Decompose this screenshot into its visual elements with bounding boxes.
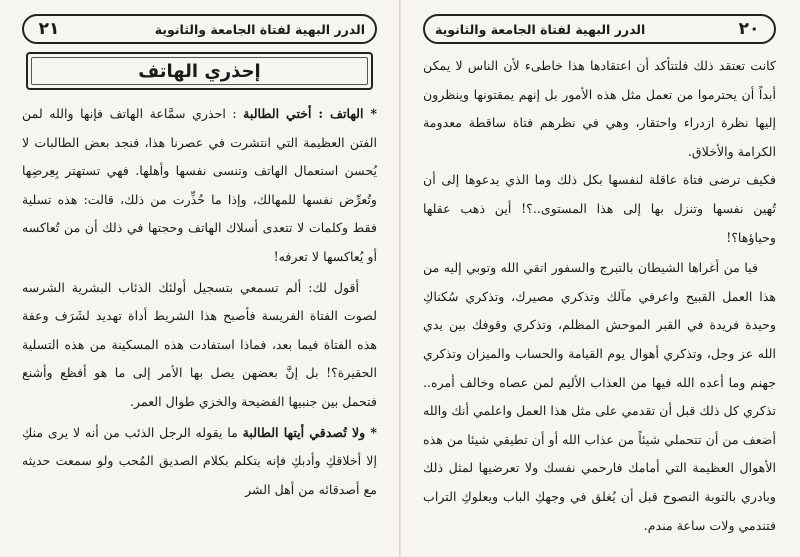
running-title: الدرر البهية لفتاة الجامعة والثانوية [435, 21, 646, 37]
page-number: ٢٠ [738, 19, 760, 39]
paragraph: فكيف ترضى فتاة عاقلة لنفسها بكل ذلك وما الذي يدعوها إلى أن تُهين نفسها وتنزل بها إلى هذا المستوى..؟! أين ذهب عقلها وحياؤها؟! [423, 172, 776, 245]
running-title: الدرر البهية لفتاة الجامعة والثانوية [154, 21, 365, 37]
paragraph: كانت تعتقد ذلك فلتتأكد أن اعتقادها هذا خاطىء لأن الناس لا يمكن أبداً أن يحترموا من تعمل مثل هذه الأمور بل إنهم يمقتونها وينظرون إليها نظرة ازدراء واحتقار، وهي في نظرهم فتاة ساقطة معدومة الكرامة والأخلاق. [423, 58, 776, 159]
paragraph-text: ما يقوله الرجل الذئب من أنه لا يرى منكِ إلا أخلاقكِ وأدبكِ فإنه يتكلم بكلام الصديق المُحب ولو سمعت حديثه مع أصدقائه من أهل الشر [22, 424, 377, 497]
paragraph-text: : احذري سمَّاعة الهاتف فإنها والله لمن الفتن العظيمة التي انتشرت في عصرنا هذا، فنجد بعض الطالبات لا يُحسن استعمال الهاتف وتنسى نفسها وأهلها. فهي تستهتر بِعِرضِها وتُعرِّض نفسها للمهالك، وإذا ما حُذِّرت من ذلك، قالت: هذه تسلية فقط وكلمات لا تتعدى أسلاك الهاتف وحجتها في ذلك أن من تُعاكسه أو يُعاكسها لا تعرفه! [22, 106, 377, 264]
page-header [22, 14, 377, 44]
left-page-body [22, 100, 377, 504]
paragraph-lead: * الهاتف : أختي الطالبة [243, 106, 377, 121]
page-number: ٢١ [38, 19, 60, 39]
paragraph-lead: * ولا تُصدقي أيتها الطالبة [242, 424, 377, 440]
paragraph: أقول لك: ألم تسمعي بتسجيل أولئك الذئاب البشرية الشرسه لصوت الفتاة الفريسة فأصبح هذا الشريط أداة تهديد لشَرَف وعفة هذه الفتاة فيما بعد، فماذا استفادت هذه المسكينة من هذه التسلية الحقيرة؟! بل إنَّ بعضهن يصل بها الأمر إلى ما هو أفظع وأشنع فتحمل بين جنبيها الفضيحة والخزي طوال العمر. [22, 279, 377, 409]
right-page [400, 0, 800, 557]
section-title-box [26, 52, 373, 90]
right-page-body [423, 52, 776, 540]
paragraph: فيا من أغراها الشيطان بالتبرج والسفور اتقي الله وتوبي إليه من هذا العمل القبيح واعرفي مآلك وتذكري مصيرك، وتذكري سُكناكِ وحيدة فريدة في القبر الموحش المظلم، وتذكري وقوفك بين يدي الله عز وجل، وتذكري أهوال يوم القيامة والحساب والميزان وتذكري جهنم وما أعده الله فيها من العذاب الأليم لمن عصاه وخالف أمره.. تذكري كل ذلك قبل أن تقدمي على مثل هذا العمل واعلمي أنك والله أضعف من أن تتحملي شيئاً من عذاب الله أو أن تطيقي شيئا من هذه الأهوال العظيمة التي أمامك فارحمي نفسك ولا تعرضيها لمثل ذلك وبادري بالتوبة النصوح قبل أن يُغلق في وجهكِ الباب ويعلوكِ التراب فتندمي ولات ساعة مندم. [423, 260, 776, 533]
paragraph [22, 100, 377, 272]
page-header [423, 14, 776, 44]
paragraph [22, 419, 377, 505]
section-title: إحذري الهاتف [138, 60, 261, 82]
